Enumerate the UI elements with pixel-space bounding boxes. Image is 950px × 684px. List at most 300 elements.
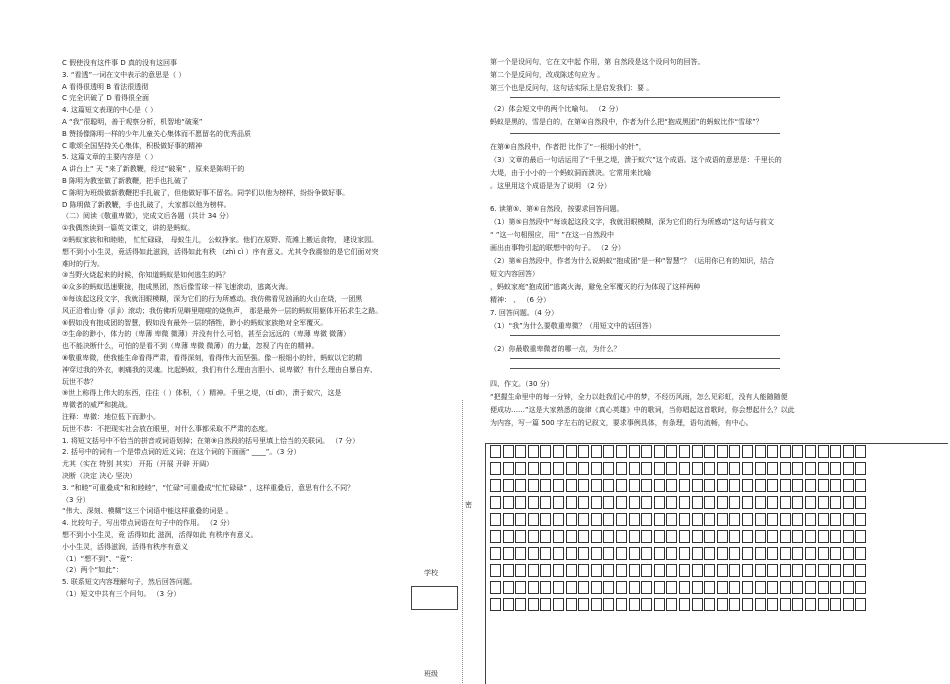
answer-line[interactable] (510, 133, 780, 134)
grid-cell[interactable] (629, 513, 640, 526)
grid-cell[interactable] (742, 530, 753, 543)
grid-cell[interactable] (755, 462, 766, 475)
grid-cell[interactable] (717, 513, 728, 526)
grid-cell[interactable] (679, 496, 690, 509)
grid-cell[interactable] (843, 462, 854, 475)
grid-cell[interactable] (528, 513, 539, 526)
grid-cell[interactable] (742, 547, 753, 560)
grid-cell[interactable] (540, 513, 551, 526)
grid-cell[interactable] (704, 564, 715, 577)
grid-cell[interactable] (641, 462, 652, 475)
school-box[interactable] (411, 586, 458, 610)
grid-cell[interactable] (755, 598, 766, 611)
grid-cell[interactable] (515, 445, 526, 458)
grid-cell[interactable] (490, 530, 501, 543)
grid-cell[interactable] (540, 598, 551, 611)
grid-cell[interactable] (755, 564, 766, 577)
grid-cell[interactable] (629, 547, 640, 560)
grid-cell[interactable] (490, 564, 501, 577)
grid-cell[interactable] (843, 530, 854, 543)
grid-cell[interactable] (717, 496, 728, 509)
grid-cell[interactable] (528, 496, 539, 509)
grid-cell[interactable] (855, 598, 866, 611)
grid-cell[interactable] (515, 564, 526, 577)
grid-cell[interactable] (805, 564, 816, 577)
grid-cell[interactable] (503, 581, 514, 594)
grid-cell[interactable] (629, 581, 640, 594)
grid-cell[interactable] (490, 496, 501, 509)
grid-cell[interactable] (616, 598, 627, 611)
grid-cell[interactable] (780, 445, 791, 458)
grid-cell[interactable] (679, 564, 690, 577)
grid-cell[interactable] (679, 513, 690, 526)
grid-cell[interactable] (755, 513, 766, 526)
grid-cell[interactable] (490, 462, 501, 475)
grid-cell[interactable] (566, 513, 577, 526)
grid-cell[interactable] (729, 479, 740, 492)
grid-cell[interactable] (742, 496, 753, 509)
grid-cell[interactable] (553, 581, 564, 594)
grid-cell[interactable] (792, 581, 803, 594)
grid-cell[interactable] (717, 479, 728, 492)
grid-cell[interactable] (792, 513, 803, 526)
grid-cell[interactable] (629, 530, 640, 543)
grid-cell[interactable] (792, 479, 803, 492)
grid-cell[interactable] (666, 598, 677, 611)
grid-cell[interactable] (641, 564, 652, 577)
grid-cell[interactable] (503, 445, 514, 458)
grid-cell[interactable] (591, 564, 602, 577)
grid-cell[interactable] (704, 598, 715, 611)
grid-cell[interactable] (679, 547, 690, 560)
grid-cell[interactable] (704, 496, 715, 509)
grid-cell[interactable] (805, 479, 816, 492)
grid-cell[interactable] (818, 462, 829, 475)
grid-cell[interactable] (515, 530, 526, 543)
grid-cell[interactable] (553, 445, 564, 458)
grid-cell[interactable] (666, 496, 677, 509)
grid-cell[interactable] (679, 479, 690, 492)
grid-cell[interactable] (654, 598, 665, 611)
grid-cell[interactable] (792, 598, 803, 611)
grid-cell[interactable] (830, 564, 841, 577)
grid-cell[interactable] (780, 581, 791, 594)
grid-cell[interactable] (767, 479, 778, 492)
grid-cell[interactable] (830, 530, 841, 543)
grid-cell[interactable] (742, 581, 753, 594)
grid-cell[interactable] (528, 564, 539, 577)
grid-cell[interactable] (792, 530, 803, 543)
grid-cell[interactable] (553, 564, 564, 577)
grid-cell[interactable] (704, 479, 715, 492)
grid-cell[interactable] (805, 462, 816, 475)
grid-cell[interactable] (666, 445, 677, 458)
grid-cell[interactable] (591, 598, 602, 611)
grid-cell[interactable] (742, 598, 753, 611)
grid-cell[interactable] (641, 547, 652, 560)
grid-cell[interactable] (805, 445, 816, 458)
grid-cell[interactable] (591, 445, 602, 458)
grid-cell[interactable] (755, 547, 766, 560)
grid-cell[interactable] (843, 479, 854, 492)
grid-cell[interactable] (666, 479, 677, 492)
grid-cell[interactable] (818, 513, 829, 526)
grid-cell[interactable] (830, 598, 841, 611)
grid-cell[interactable] (515, 462, 526, 475)
grid-cell[interactable] (566, 445, 577, 458)
grid-cell[interactable] (818, 530, 829, 543)
grid-cell[interactable] (717, 462, 728, 475)
grid-cell[interactable] (654, 445, 665, 458)
grid-cell[interactable] (792, 462, 803, 475)
grid-cell[interactable] (641, 513, 652, 526)
grid-cell[interactable] (704, 462, 715, 475)
grid-cell[interactable] (528, 479, 539, 492)
grid-cell[interactable] (855, 530, 866, 543)
grid-cell[interactable] (641, 530, 652, 543)
grid-cell[interactable] (729, 598, 740, 611)
grid-cell[interactable] (742, 564, 753, 577)
grid-cell[interactable] (843, 564, 854, 577)
grid-cell[interactable] (767, 598, 778, 611)
grid-cell[interactable] (679, 462, 690, 475)
grid-cell[interactable] (792, 445, 803, 458)
grid-cell[interactable] (578, 513, 589, 526)
grid-cell[interactable] (578, 530, 589, 543)
grid-cell[interactable] (692, 513, 703, 526)
grid-cell[interactable] (704, 547, 715, 560)
grid-cell[interactable] (603, 598, 614, 611)
grid-cell[interactable] (692, 496, 703, 509)
grid-cell[interactable] (729, 445, 740, 458)
grid-cell[interactable] (805, 581, 816, 594)
grid-cell[interactable] (830, 445, 841, 458)
grid-cell[interactable] (528, 598, 539, 611)
grid-cell[interactable] (515, 547, 526, 560)
grid-cell[interactable] (830, 547, 841, 560)
grid-cell[interactable] (692, 445, 703, 458)
grid-cell[interactable] (540, 530, 551, 543)
grid-cell[interactable] (805, 598, 816, 611)
grid-cell[interactable] (641, 598, 652, 611)
grid-cell[interactable] (528, 581, 539, 594)
grid-cell[interactable] (591, 479, 602, 492)
grid-cell[interactable] (692, 479, 703, 492)
grid-cell[interactable] (503, 496, 514, 509)
grid-cell[interactable] (666, 581, 677, 594)
grid-cell[interactable] (603, 530, 614, 543)
grid-cell[interactable] (578, 598, 589, 611)
grid-cell[interactable] (717, 530, 728, 543)
grid-cell[interactable] (717, 564, 728, 577)
grid-cell[interactable] (503, 462, 514, 475)
grid-cell[interactable] (704, 581, 715, 594)
grid-cell[interactable] (855, 479, 866, 492)
grid-cell[interactable] (755, 530, 766, 543)
grid-cell[interactable] (616, 445, 627, 458)
grid-cell[interactable] (515, 479, 526, 492)
grid-cell[interactable] (855, 564, 866, 577)
grid-cell[interactable] (843, 547, 854, 560)
grid-cell[interactable] (603, 547, 614, 560)
grid-cell[interactable] (792, 564, 803, 577)
grid-cell[interactable] (729, 513, 740, 526)
grid-cell[interactable] (818, 445, 829, 458)
grid-cell[interactable] (553, 513, 564, 526)
grid-cell[interactable] (780, 479, 791, 492)
grid-cell[interactable] (603, 445, 614, 458)
grid-cell[interactable] (616, 564, 627, 577)
answer-line[interactable] (510, 335, 780, 336)
grid-cell[interactable] (818, 564, 829, 577)
grid-cell[interactable] (729, 530, 740, 543)
grid-cell[interactable] (528, 530, 539, 543)
grid-cell[interactable] (578, 496, 589, 509)
grid-cell[interactable] (591, 462, 602, 475)
grid-cell[interactable] (767, 547, 778, 560)
grid-cell[interactable] (540, 547, 551, 560)
grid-cell[interactable] (805, 513, 816, 526)
grid-cell[interactable] (855, 581, 866, 594)
grid-cell[interactable] (540, 479, 551, 492)
grid-cell[interactable] (553, 496, 564, 509)
grid-cell[interactable] (717, 547, 728, 560)
grid-cell[interactable] (729, 462, 740, 475)
grid-cell[interactable] (767, 462, 778, 475)
grid-cell[interactable] (755, 581, 766, 594)
grid-cell[interactable] (742, 479, 753, 492)
grid-cell[interactable] (654, 479, 665, 492)
grid-cell[interactable] (566, 564, 577, 577)
grid-cell[interactable] (603, 581, 614, 594)
grid-cell[interactable] (843, 445, 854, 458)
grid-cell[interactable] (629, 598, 640, 611)
grid-cell[interactable] (792, 496, 803, 509)
grid-cell[interactable] (855, 462, 866, 475)
grid-cell[interactable] (742, 513, 753, 526)
grid-cell[interactable] (780, 547, 791, 560)
grid-cell[interactable] (704, 513, 715, 526)
grid-cell[interactable] (818, 547, 829, 560)
grid-cell[interactable] (780, 530, 791, 543)
grid-cell[interactable] (692, 547, 703, 560)
grid-cell[interactable] (616, 479, 627, 492)
grid-cell[interactable] (603, 564, 614, 577)
grid-cell[interactable] (641, 479, 652, 492)
grid-cell[interactable] (666, 530, 677, 543)
grid-cell[interactable] (780, 462, 791, 475)
grid-cell[interactable] (654, 462, 665, 475)
grid-cell[interactable] (603, 479, 614, 492)
grid-cell[interactable] (641, 445, 652, 458)
grid-cell[interactable] (540, 581, 551, 594)
grid-cell[interactable] (755, 479, 766, 492)
grid-cell[interactable] (629, 479, 640, 492)
grid-cell[interactable] (578, 445, 589, 458)
grid-cell[interactable] (515, 598, 526, 611)
grid-cell[interactable] (767, 445, 778, 458)
grid-cell[interactable] (515, 496, 526, 509)
grid-cell[interactable] (490, 547, 501, 560)
grid-cell[interactable] (578, 581, 589, 594)
grid-cell[interactable] (629, 462, 640, 475)
grid-cell[interactable] (855, 547, 866, 560)
grid-cell[interactable] (767, 513, 778, 526)
grid-cell[interactable] (490, 479, 501, 492)
grid-cell[interactable] (843, 581, 854, 594)
grid-cell[interactable] (616, 496, 627, 509)
grid-cell[interactable] (704, 530, 715, 543)
grid-cell[interactable] (578, 479, 589, 492)
grid-cell[interactable] (540, 462, 551, 475)
grid-cell[interactable] (767, 581, 778, 594)
grid-cell[interactable] (503, 598, 514, 611)
grid-cell[interactable] (729, 496, 740, 509)
grid-cell[interactable] (591, 581, 602, 594)
grid-cell[interactable] (566, 530, 577, 543)
grid-cell[interactable] (666, 462, 677, 475)
grid-cell[interactable] (654, 581, 665, 594)
grid-cell[interactable] (503, 479, 514, 492)
grid-cell[interactable] (540, 445, 551, 458)
answer-line[interactable] (510, 368, 780, 369)
grid-cell[interactable] (578, 547, 589, 560)
grid-cell[interactable] (616, 547, 627, 560)
grid-cell[interactable] (540, 564, 551, 577)
grid-cell[interactable] (629, 445, 640, 458)
grid-cell[interactable] (566, 598, 577, 611)
grid-cell[interactable] (830, 496, 841, 509)
grid-cell[interactable] (805, 530, 816, 543)
grid-cell[interactable] (616, 513, 627, 526)
grid-cell[interactable] (503, 530, 514, 543)
grid-cell[interactable] (591, 496, 602, 509)
grid-cell[interactable] (666, 547, 677, 560)
grid-cell[interactable] (553, 598, 564, 611)
grid-cell[interactable] (830, 581, 841, 594)
grid-cell[interactable] (578, 462, 589, 475)
grid-cell[interactable] (692, 598, 703, 611)
grid-cell[interactable] (603, 513, 614, 526)
grid-cell[interactable] (767, 564, 778, 577)
grid-cell[interactable] (818, 598, 829, 611)
grid-cell[interactable] (818, 479, 829, 492)
grid-cell[interactable] (666, 564, 677, 577)
grid-cell[interactable] (528, 445, 539, 458)
grid-cell[interactable] (742, 462, 753, 475)
grid-cell[interactable] (780, 513, 791, 526)
grid-cell[interactable] (666, 513, 677, 526)
grid-cell[interactable] (566, 479, 577, 492)
grid-cell[interactable] (629, 496, 640, 509)
grid-cell[interactable] (503, 564, 514, 577)
answer-line[interactable] (510, 97, 780, 98)
grid-cell[interactable] (553, 530, 564, 543)
grid-cell[interactable] (566, 547, 577, 560)
grid-cell[interactable] (679, 445, 690, 458)
grid-cell[interactable] (855, 445, 866, 458)
grid-cell[interactable] (603, 496, 614, 509)
grid-cell[interactable] (616, 581, 627, 594)
grid-cell[interactable] (767, 496, 778, 509)
grid-cell[interactable] (742, 445, 753, 458)
grid-cell[interactable] (616, 530, 627, 543)
grid-cell[interactable] (692, 564, 703, 577)
grid-cell[interactable] (654, 564, 665, 577)
grid-cell[interactable] (855, 513, 866, 526)
grid-cell[interactable] (566, 462, 577, 475)
grid-cell[interactable] (503, 547, 514, 560)
grid-cell[interactable] (503, 513, 514, 526)
grid-cell[interactable] (490, 445, 501, 458)
grid-cell[interactable] (780, 496, 791, 509)
grid-cell[interactable] (679, 530, 690, 543)
grid-cell[interactable] (591, 513, 602, 526)
grid-cell[interactable] (755, 496, 766, 509)
grid-cell[interactable] (818, 496, 829, 509)
grid-cell[interactable] (629, 564, 640, 577)
answer-line[interactable] (510, 358, 780, 359)
grid-cell[interactable] (515, 581, 526, 594)
grid-cell[interactable] (566, 496, 577, 509)
grid-cell[interactable] (591, 530, 602, 543)
grid-cell[interactable] (528, 462, 539, 475)
grid-cell[interactable] (692, 530, 703, 543)
grid-cell[interactable] (654, 530, 665, 543)
grid-cell[interactable] (641, 496, 652, 509)
grid-cell[interactable] (843, 598, 854, 611)
grid-cell[interactable] (679, 581, 690, 594)
grid-cell[interactable] (591, 547, 602, 560)
grid-cell[interactable] (843, 513, 854, 526)
grid-cell[interactable] (692, 581, 703, 594)
grid-cell[interactable] (704, 445, 715, 458)
grid-cell[interactable] (692, 462, 703, 475)
grid-cell[interactable] (717, 445, 728, 458)
grid-cell[interactable] (830, 513, 841, 526)
grid-cell[interactable] (654, 547, 665, 560)
grid-cell[interactable] (729, 581, 740, 594)
grid-cell[interactable] (767, 530, 778, 543)
grid-cell[interactable] (553, 547, 564, 560)
grid-cell[interactable] (616, 462, 627, 475)
grid-cell[interactable] (780, 564, 791, 577)
grid-cell[interactable] (490, 581, 501, 594)
grid-cell[interactable] (540, 496, 551, 509)
grid-cell[interactable] (830, 462, 841, 475)
grid-cell[interactable] (830, 479, 841, 492)
grid-cell[interactable] (717, 598, 728, 611)
grid-cell[interactable] (679, 598, 690, 611)
grid-cell[interactable] (805, 547, 816, 560)
grid-cell[interactable] (641, 581, 652, 594)
grid-cell[interactable] (780, 598, 791, 611)
grid-cell[interactable] (553, 479, 564, 492)
grid-cell[interactable] (578, 564, 589, 577)
grid-cell[interactable] (717, 581, 728, 594)
grid-cell[interactable] (843, 496, 854, 509)
grid-cell[interactable] (818, 581, 829, 594)
grid-cell[interactable] (654, 496, 665, 509)
grid-cell[interactable] (792, 547, 803, 560)
grid-cell[interactable] (855, 496, 866, 509)
grid-cell[interactable] (729, 547, 740, 560)
grid-cell[interactable] (515, 513, 526, 526)
grid-cell[interactable] (490, 513, 501, 526)
grid-cell[interactable] (490, 598, 501, 611)
grid-cell[interactable] (729, 564, 740, 577)
grid-cell[interactable] (553, 462, 564, 475)
